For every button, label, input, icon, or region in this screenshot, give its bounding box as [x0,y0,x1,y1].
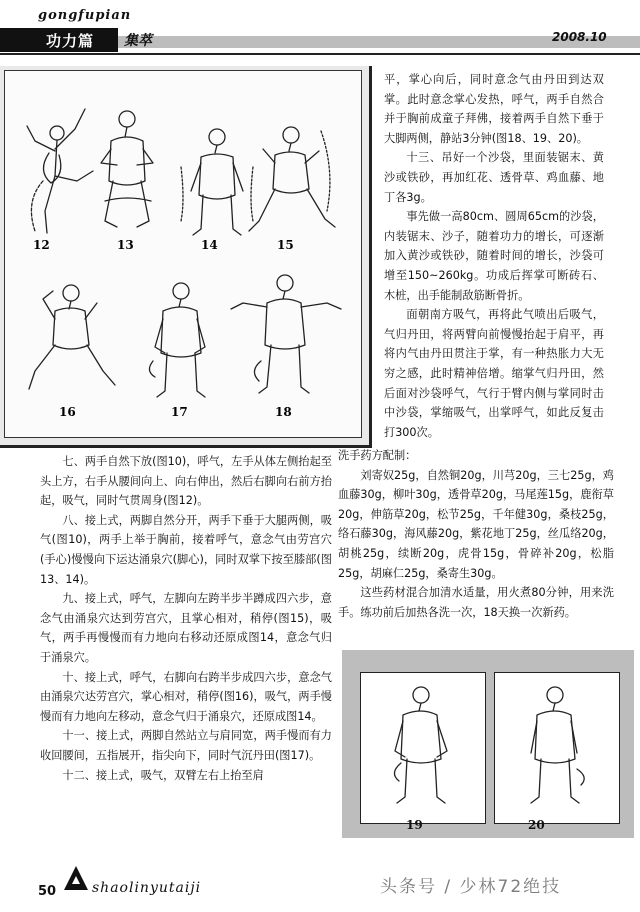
paragraph-step-12: 十二、接上式，吸气，双臂左右上抬至肩 [62,768,264,782]
figure-label-18: 18 [275,405,292,419]
recipe-instructions: 这些药材混合加清水适量，用火煮80分钟，用来洗手。练功前后加热各洗一次，18天换一次新药。 [338,586,614,619]
footer-pinyin: shaolinyutaiji [92,880,202,896]
page-number: 50 [38,884,57,899]
figure-18-drawing [231,275,341,393]
paragraph-step-12-cont: 平，掌心向后，同时意念气由丹田到达双掌。此时意念掌心发热，呼气，两手自然合并于胸前成童子拜佛，接着两手自然下垂于大脚两侧，静站3分钟(图18、19、20)。 [384,73,604,145]
figure-16-drawing [29,285,115,389]
figure-label-14: 14 [201,238,218,252]
figure-label-19: 19 [406,818,423,832]
header-section-title: 功力篇 [46,32,95,50]
paragraph-sandbag: 事先做一高80cm、圆周65cm的沙袋，内装锯末、沙子，随着功力的增长，可逐渐加入黄沙或铁砂，随着时间的增长，沙袋可增至150~260kg。功成后挥掌可断砖石、木桩，出手能制敌筋断骨折。 [384,210,604,302]
figure-label-13: 13 [117,238,134,252]
figure-20-drawing [495,673,618,822]
recipe-text-column [338,446,614,622]
figure-label-17: 17 [171,405,188,419]
paragraph-step-11: 十一、接上式，两脚自然站立与肩同宽，两手慢而有力收回腰间，五指展开，指尖向下，同时气沉丹田(图17)。 [40,729,332,762]
paragraph-step-8: 八、接上式，两脚自然分开，两手下垂于大腿两侧，吸气(图10)，两手上举于胸前，接着呼气，意念气由劳宫穴(手心)慢慢向下运达涌泉穴(脚心)，同时双掌下按至膝部(图13、14)。 [40,513,332,586]
paragraph-breathing: 面朝南方吸气，再将此气喷出后吸气，气归丹田，将两臂向前慢慢抬起于肩平，再将内气由丹田贯注于掌，有一种热胀力大无穷之感，此时精神倍增。缩掌气归丹田，然后面对沙袋呼气，气行于臂内侧与掌同时击中沙袋，掌缩吸气，出掌呼气，如此反复击打300次。 [384,308,604,439]
figure-17-drawing [149,283,205,397]
paragraph-step-13: 十三、吊好一个沙袋，里面装锯末、黄沙或铁砂，再加红花、透骨草、鸡血藤、地丁各3g。 [384,151,604,204]
header-subsection-title: 集萃 [124,33,152,49]
figure-label-15: 15 [277,238,294,252]
header-divider [0,53,640,55]
paragraph-step-10: 十、接上式，呼气，右脚向右跨半步成四六步，意念气由涌泉穴达劳宫穴，掌心相对，稍停(图16)，吸气，两手慢慢而有力地向左移动，意念气归于涌泉穴，还原成图14。 [40,670,332,723]
figure-19-panel [360,672,486,824]
figure-19-drawing [361,673,484,822]
figure-14-drawing [181,129,253,235]
figure-15-drawing [249,127,335,231]
figure-20-panel [494,672,620,824]
figure-label-20: 20 [528,818,545,832]
exercise-figures-illustration [5,71,361,437]
recipe-heading: 洗手药方配制： [338,449,417,462]
footer-logo-icon [60,862,92,898]
paragraph-step-7: 七、两手自然下放(图10)，呼气，左手从体左侧抬起至头上方，右手从腰间向上、向右伸出，然后右脚向右前方抬起，吸气，同时气贯周身(图12)。 [40,455,332,508]
figure-top-illustration [4,70,362,438]
watermark-text: 头条号 / 少林72绝技 [380,877,562,897]
recipe-ingredients: 刘寄奴25g，自然铜20g，川芎20g，三七25g，鸡血藤30g，柳叶30g，透骨草20g，马尾莲15g，鹿衔草20g，伸筋草20g，松节25g，千年健30g，桑枝25g，络石藤30g，海风藤20g，紫花地丁25g，丝瓜络20g，胡桃25g，续断20g，虎骨15g，骨碎补20g，松脂25g，胡麻仁25g，桑寄生30g。 [338,468,614,580]
figure-label-12: 12 [33,238,50,252]
right-text-column [384,70,604,442]
left-text-column [40,452,332,785]
figure-12-drawing [27,109,93,233]
header-pinyin: gongfupian [38,8,132,23]
figure-13-drawing [101,111,153,227]
paragraph-step-9: 九、接上式，呼气，左脚向左跨半步半蹲成四六步，意念气由涌泉穴达到劳宫穴，且掌心相对，稍停(图15)，吸气，两手再慢慢而有力地向右移动还原成图14，意念气归于涌泉穴。 [40,592,332,664]
figure-label-16: 16 [59,405,76,419]
header-date: 2008.10 [552,30,607,44]
